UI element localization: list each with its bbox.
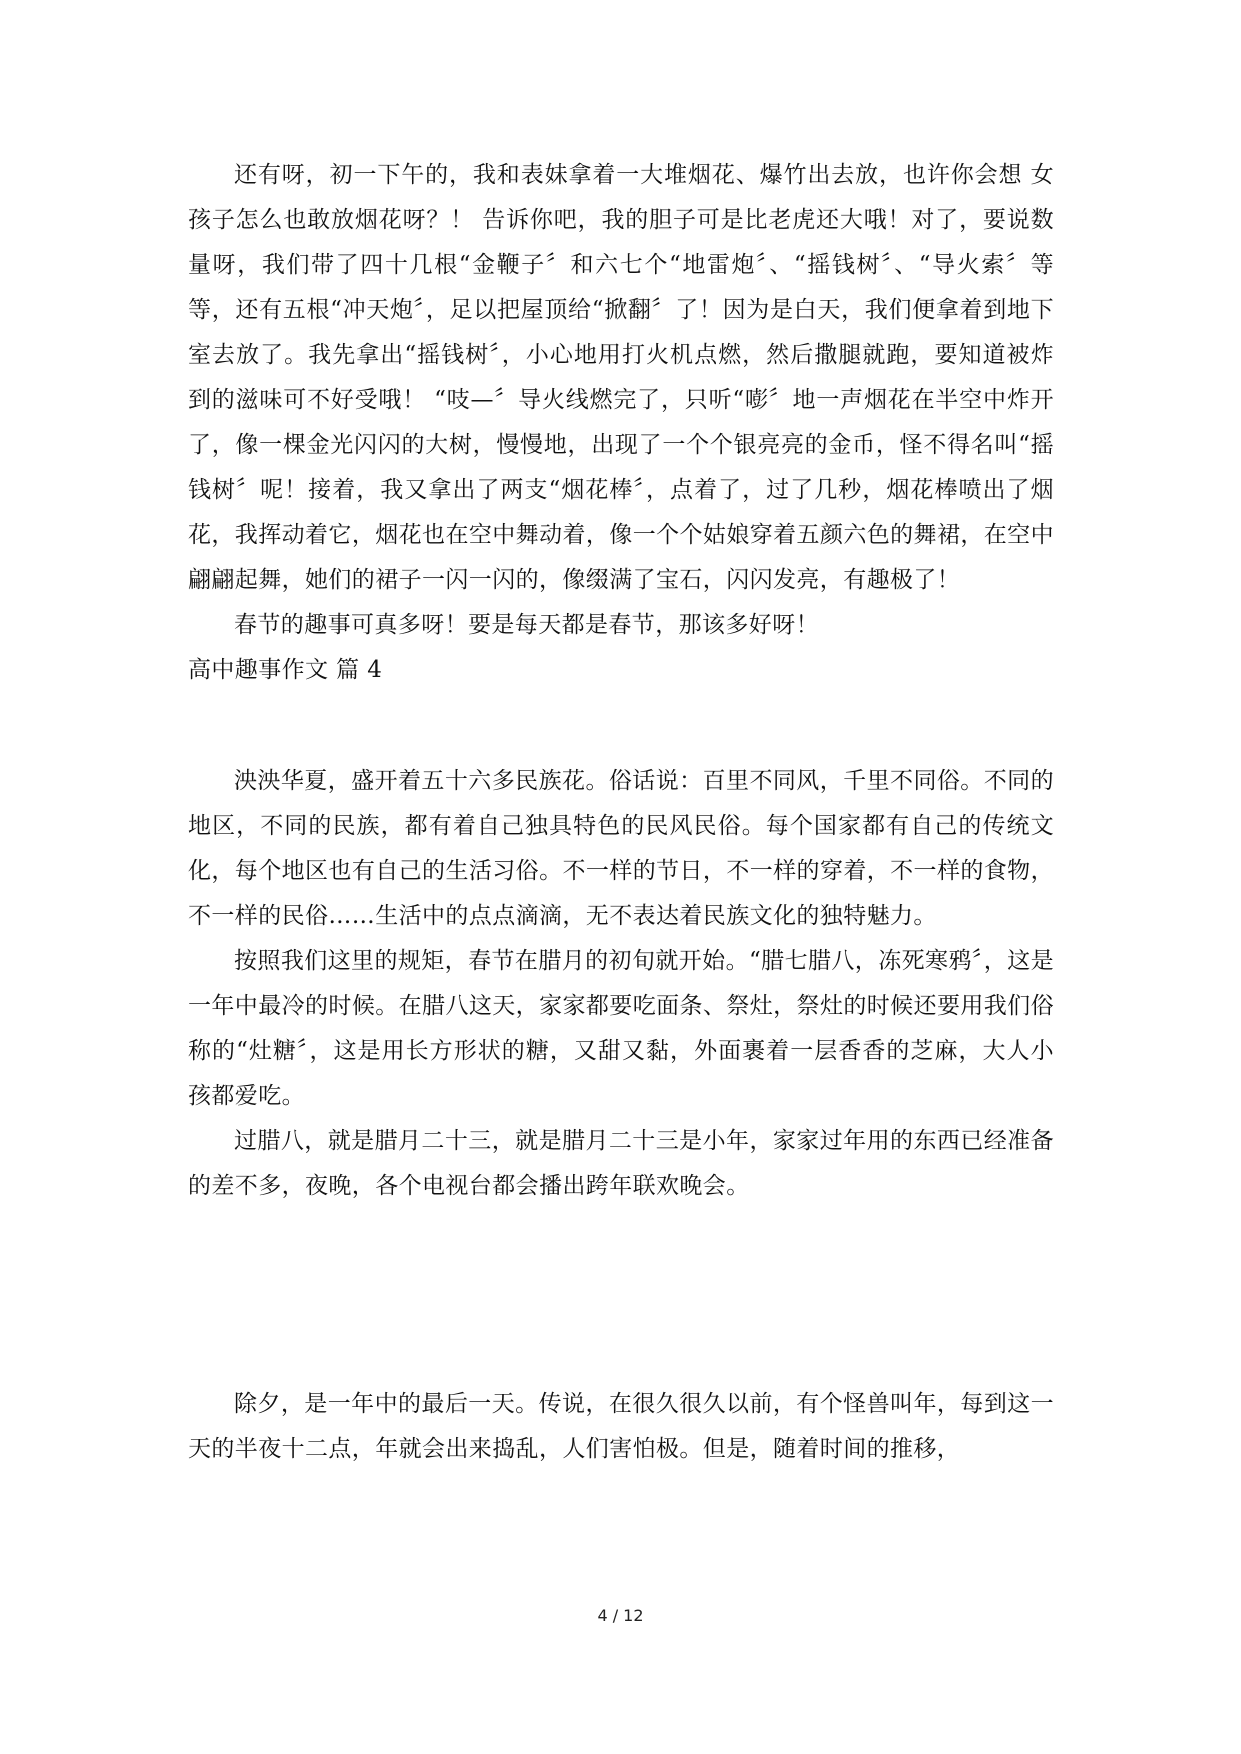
paragraph-laba: 按照我们这里的规矩，春节在腊月的初旬就开始。“腊七腊八，冻死寒鸦〞，这是一年中最冷的时候。在腊八这天，家家都要吃面条、祭灶，祭灶的时候还要用我们俗称的“灶糖〞，这是用长方形状的糖，又甜又黏，外面裹着一层香香的芝麻，大人小孩都爱吃。 [188, 948, 1054, 1109]
paragraph-customs-intro: 泱泱华夏，盛开着五十六多民族花。俗话说：百里不同风，千里不同俗。不同的地区，不同的民族，都有着自己独具特色的民风民俗。每个国家都有自己的传统文化，每个地区也有自己的生活习俗。不一样的节日，不一样的穿着，不一样的食物，不一样的民俗……生活中的点点滴滴，无不表达着民族文化的独特魅力。 [188, 768, 1054, 929]
text-block-middle [188, 759, 1054, 1209]
paragraph-new-years-eve: 除夕，是一年中的最后一天。传说，在很久很久以前，有个怪兽叫年，每到这一天的半夜十二点，年就会出来捣乱，人们害怕极。但是，随着时间的推移， [188, 1391, 1054, 1462]
text-block-bottom [188, 1382, 1054, 1472]
paragraph-spring-festival-wish: 春节的趣事可真多呀！要是每天都是春节，那该多好呀！ [234, 612, 819, 638]
paragraph-fireworks: 还有呀，初一下午的，我和表妹拿着一大堆烟花、爆竹出去放，也许你会想 女孩子怎么也敢放烟花呀？！ 告诉你吧，我的胆子可是比老虎还大哦！对了，要说数量呀，我们带了四十几根“金鞭子〞和六七个“地雷炮〞、“摇钱树〞、“导火索〞等等，还有五根“冲天炮〞，足以把屋顶给“掀翻〞了！因为是白天，我们便拿着到地下室去放了。我先拿出“摇钱树〞，小心地用打火机点燃，然后撒腿就跑，要知道被炸到的滋味可不好受哦！ “吱—〞导火线燃完了，只听“嘭〞地一声烟花在半空中炸开了，像一棵金光闪闪的大树，慢慢地，出现了一个个银亮亮的金币，怪不得名叫“摇钱树〞呢！接着，我又拿出了两支“烟花棒〞，点着了，过了几秒，烟花棒喷出了烟花，我挥动着它，烟花也在空中舞动着，像一个个姑娘穿着五颜六色的舞裙，在空中翩翩起舞，她们的裙子一闪一闪的，像缀满了宝石，闪闪发亮，有趣极了！ [188, 162, 1054, 593]
paragraph-little-new-year: 过腊八，就是腊月二十三，就是腊月二十三是小年，家家过年用的东西已经准备的差不多，夜晚，各个电视台都会播出跨年联欢晚会。 [188, 1128, 1054, 1199]
text-block-top [188, 153, 1054, 693]
section-heading: 高中趣事作文 篇 4 [188, 657, 383, 683]
page-number: 4 / 12 [597, 1606, 644, 1625]
